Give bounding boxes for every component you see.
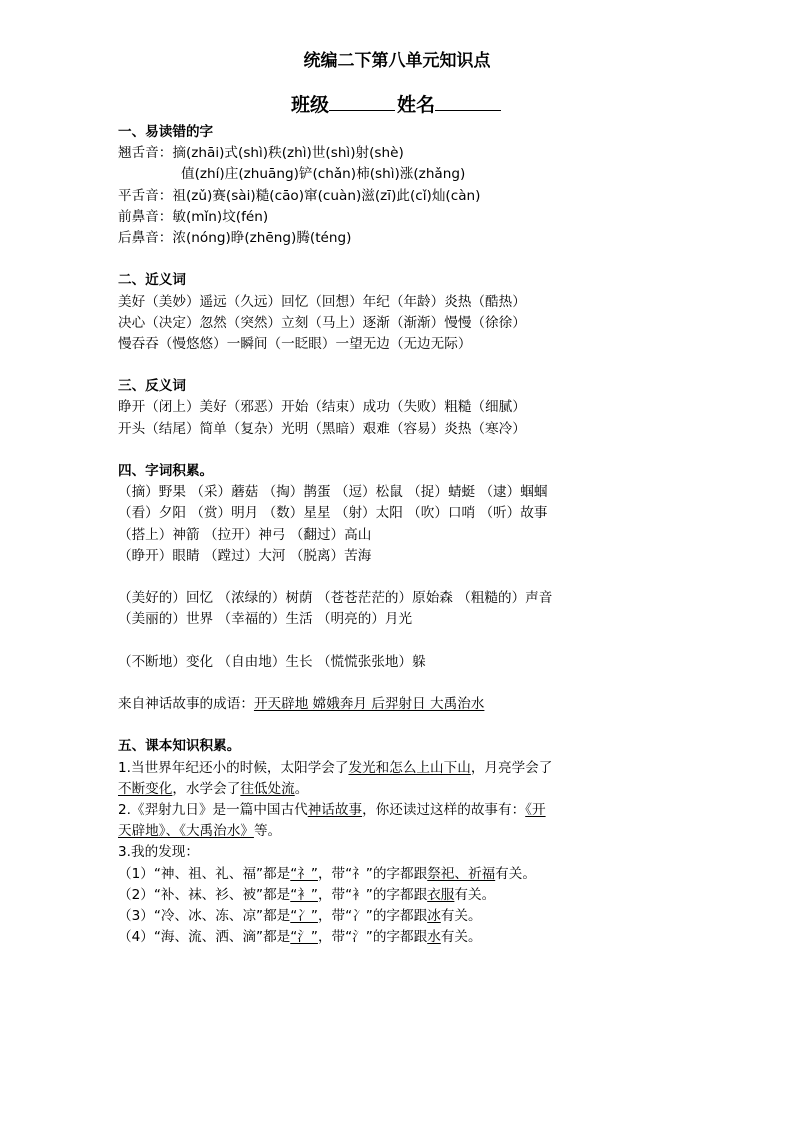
spacer (118, 567, 688, 588)
discovery-item (118, 864, 688, 885)
answer-underlined: 神话故事 (307, 802, 363, 818)
answer-underlined: 衣服 (427, 886, 455, 903)
antonym-line: 睁开（闭上）美好（邪恶）开始（结束）成功（失败）粗糙（细腻） (118, 399, 526, 416)
idiom-prefix: 来自神话故事的成语： (118, 696, 254, 713)
radical-underlined: “冫” (290, 907, 318, 924)
text-segment: ，月亮学会了 (470, 759, 553, 776)
section-2-heading: 二、近义词 (118, 272, 186, 289)
text-segment: （4）“海、流、洒、滴”都是 (118, 929, 291, 946)
content (118, 122, 688, 948)
answer-underlined: 往低处流 (240, 780, 295, 797)
knowledge-line (118, 821, 688, 842)
text-segment: （3）“冷、冰、冻、凉”都是 (118, 907, 291, 924)
discovery-item (118, 906, 688, 927)
pronunciation-line: 后鼻音：浓(nóng)睁(zhēng)腾(téng) (118, 229, 352, 246)
knowledge-line: 3.我的发现： (118, 844, 199, 861)
phrase-line: （看）夕阳 （赏）明月 （数）星星 （射）太阳 （吹）口哨 （听）故事 (118, 505, 548, 522)
name-blank (435, 92, 501, 111)
synonym-line: 决心（决定）忽然（突然）立刻（马上）逐渐（渐渐）慢慢（徐徐） (118, 314, 526, 331)
knowledge-line (118, 800, 688, 821)
spacer (118, 249, 688, 270)
phrase-line: （美丽的）世界 （幸福的）生活 （明亮的）月光 (118, 611, 413, 628)
knowledge-line (118, 758, 688, 779)
knowledge-line (118, 779, 688, 800)
text-segment: 有关。 (440, 929, 482, 946)
section-4-heading: 四、字词积累。 (118, 463, 214, 479)
answer-underlined: 《开 (525, 802, 546, 818)
section-5-heading: 五、课本知识积累。 (118, 738, 241, 755)
antonym-line: 开头（结尾）简单（复杂）光明（黑暗）艰难（容易）炎热（寒冷） (118, 420, 526, 437)
pronunciation-line: 值(zhí)庄(zhuāng)铲(chǎn)柿(shì)涨(zhǎng) (181, 166, 466, 183)
text-segment: （2）“补、袜、衫、被”都是 (118, 886, 291, 903)
answer-underlined: 祭祀、祈福 (427, 865, 496, 882)
class-label: 班级 (290, 94, 329, 116)
radical-underlined: “礻” (290, 865, 318, 882)
class-blank (329, 92, 395, 111)
spacer (118, 631, 688, 652)
text-segment: ，带“氵”的字都跟 (317, 929, 428, 946)
phrase-line: （搭上）神箭 （拉开）神弓 （翻过）高山 (118, 526, 372, 543)
spacer (118, 440, 688, 461)
text-segment: 1.当世界年纪还小的时候，太阳学会了 (118, 759, 349, 776)
pronunciation-line: 翘舌音：摘(zhāi)式(shì)秩(zhì)世(shì)射(shè) (118, 145, 404, 162)
synonym-line: 美好（美妙）遥远（久远）回忆（回想）年纪（年龄）炎热（酷热） (118, 293, 526, 310)
phrase-line: （不断地）变化 （自由地）生长 （慌慌张张地）躲 (118, 653, 426, 670)
answer-underlined: 水 (427, 929, 441, 946)
text-segment: ，带“衤”的字都跟 (317, 886, 428, 903)
text-segment: 有关。 (495, 865, 536, 882)
spacer (118, 715, 688, 736)
text-segment: 有关。 (440, 907, 482, 924)
text-segment: 2.《羿射九日》是一篇中国古代 (118, 802, 308, 818)
page-title: 统编二下第八单元知识点 (303, 51, 491, 71)
text-segment: ，你还读过这样的故事有： (362, 802, 526, 818)
text-segment: ，水学会了 (172, 780, 241, 797)
text-segment: ，带“冫”的字都跟 (317, 907, 428, 924)
discovery-item (118, 885, 688, 906)
section-1-heading: 一、易读错的字 (118, 124, 214, 140)
idiom-line (118, 694, 688, 715)
phrase-line: （美好的）回忆 （浓绿的）树荫 （苍苍茫茫的）原始森 （粗糙的）声音 (118, 590, 553, 607)
section-3-heading: 三、反义词 (118, 378, 186, 395)
pronunciation-line: 平舌音：祖(zǔ)赛(sài)糙(cāo)窜(cuàn)滋(zī)此(cǐ)灿(càn) (118, 187, 481, 204)
answer-underlined: 冰 (427, 907, 441, 924)
text-segment: 等。 (253, 823, 282, 840)
answer-underlined: 天辟地》、《大禹治水》 (118, 823, 254, 840)
synonym-line: 慢吞吞（慢悠悠）一瞬间（一眨眼）一望无边（无边无际） (118, 335, 472, 352)
radical-underlined: “氵” (290, 929, 318, 946)
pronunciation-line: 前鼻音：敏(mǐn)坟(fén) (118, 208, 269, 225)
phrase-line: （睁开）眼睛 （蹚过）大河 （脱离）苦海 (118, 547, 372, 564)
answer-underlined: 发光和怎么上山下山 (348, 759, 471, 776)
text-segment: 有关。 (454, 886, 496, 903)
radical-underlined: “衤” (290, 886, 318, 903)
text-segment: 。 (294, 780, 309, 797)
name-label: 姓名 (397, 94, 436, 116)
idiom-list: 开天辟地 嫦娥奔月 后羿射日 大禹治水 (253, 696, 485, 713)
answer-underlined: 不断变化 (118, 780, 173, 797)
spacer (118, 355, 688, 376)
class-name-line (0, 90, 794, 117)
text-segment: ，带“礻”的字都跟 (317, 865, 428, 882)
discovery-item (118, 927, 688, 948)
text-segment: （1）“神、祖、礼、福”都是 (118, 865, 291, 882)
phrase-line: （摘）野果 （采）蘑菇 （掏）鹊蛋 （逗）松鼠 （捉）蜻蜓 （逮）蝈蝈 (118, 484, 548, 501)
spacer (118, 673, 688, 694)
